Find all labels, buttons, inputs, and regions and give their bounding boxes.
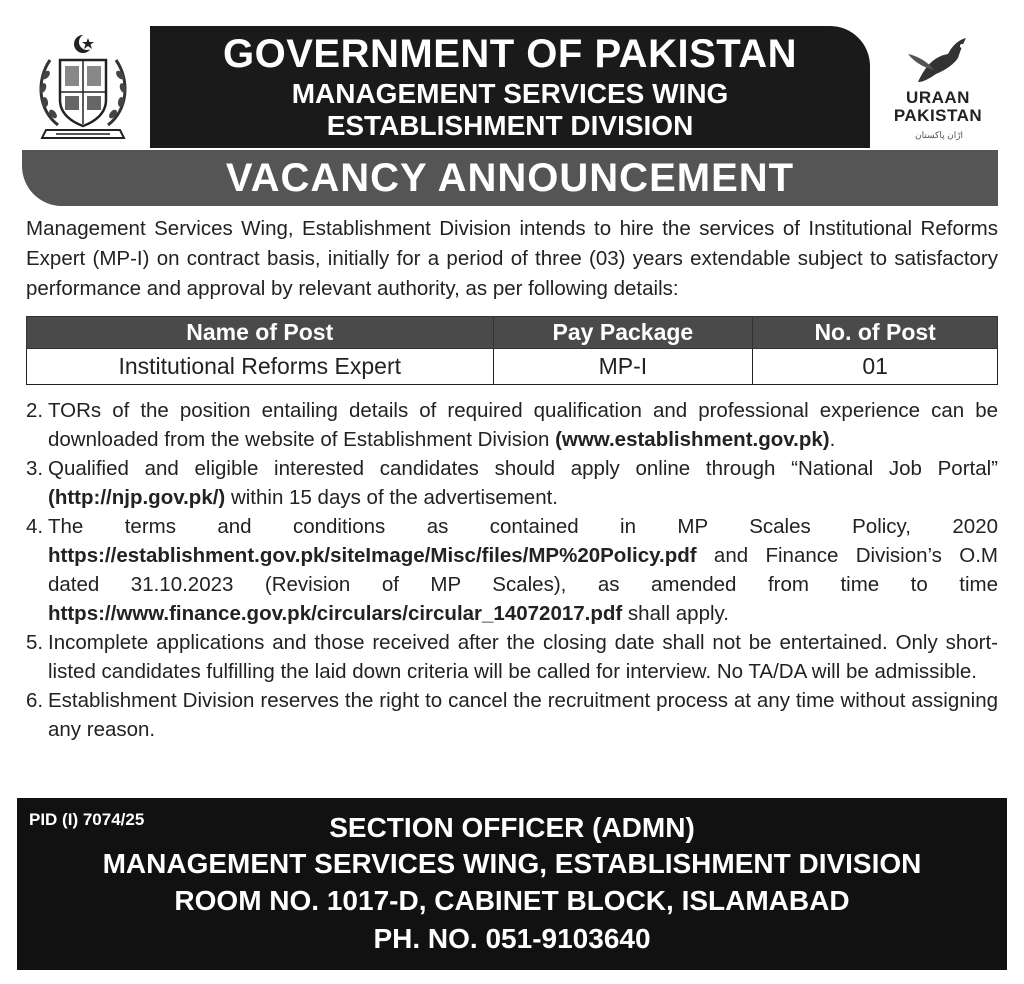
cell-post-name: Institutional Reforms Expert xyxy=(27,349,494,385)
col-header-pay: Pay Package xyxy=(493,317,753,349)
vacancy-banner-title: VACANCY ANNOUNCEMENT xyxy=(225,155,795,200)
footer-address: ROOM NO. 1017-D, CABINET BLOCK, ISLAMABAD xyxy=(174,885,850,916)
pid-number: PID (I) 7074/25 xyxy=(29,810,145,829)
point-number: 6. xyxy=(26,689,44,712)
point-number: 3. xyxy=(26,457,44,480)
footer-phone: PH. NO. 051-9103640 xyxy=(373,923,651,954)
point-text: Establishment Division reserves the right to cancel the recruitment process at any time without assigning any reason. xyxy=(48,689,998,741)
list-item xyxy=(26,628,998,686)
list-item xyxy=(26,686,998,744)
uraan-title-line1: URAAN xyxy=(906,88,970,107)
intro-paragraph: Management Services Wing, Establishment Division intends to hire the services of Institutional Reforms Expert (MP-I) on contract basis, initially for a period of three (03) years extendable subject to satisfactory performance and approval by relevant authority, as per following details: xyxy=(26,217,998,300)
point-text-part: and Finance Division’s O.M dated 31.10.2023 (Revision of MP Scales), as amended from time to time xyxy=(48,544,998,596)
uraan-tagline: اڑان پاکستان xyxy=(914,130,964,140)
list-item xyxy=(26,512,998,628)
list-item xyxy=(26,454,998,512)
establishment-website-link[interactable]: (www.establishment.gov.pk) xyxy=(555,428,830,451)
point-number: 2. xyxy=(26,399,44,422)
table-header-row xyxy=(27,317,998,349)
table-row xyxy=(27,349,998,385)
col-header-name: Name of Post xyxy=(27,317,494,349)
point-number: 4. xyxy=(26,515,44,538)
post-table xyxy=(26,316,998,385)
point-text: Incomplete applications and those received after the closing date shall not be entertained. Only short-listed candidates fulfilling the laid down criteria will be called for interview. No TA/DA will be admissible. xyxy=(48,631,998,683)
col-header-count: No. of Post xyxy=(753,317,998,349)
point-text-part: The terms and conditions as contained in MP Scales Policy, 2020 xyxy=(48,515,998,538)
footer-contact-block xyxy=(17,798,1007,970)
point-text-part: TORs of the position entailing details of required qualification and professional experience can be downloaded from the website of Establishment Division xyxy=(48,399,998,451)
points-list xyxy=(26,396,998,744)
cell-pay-package: MP-I xyxy=(493,349,753,385)
vacancy-banner xyxy=(22,150,998,206)
header-title-block xyxy=(150,30,870,142)
uraan-title xyxy=(878,89,998,125)
point-text-part: . xyxy=(829,428,836,451)
njp-portal-link[interactable]: (http://njp.gov.pk/) xyxy=(48,486,226,509)
list-item xyxy=(26,396,998,454)
uraan-pakistan-logo xyxy=(878,34,998,154)
falcon-icon xyxy=(878,34,998,90)
point-text xyxy=(48,396,998,454)
point-text xyxy=(48,512,998,628)
footer-lines xyxy=(17,810,1007,958)
point-text-part: within 15 days of the advertisement. xyxy=(225,486,558,509)
point-number: 5. xyxy=(26,631,44,654)
footer-officer: SECTION OFFICER (ADMN) xyxy=(329,812,695,843)
footer-division: MANAGEMENT SERVICES WING, ESTABLISHMENT DIVISION xyxy=(102,848,922,879)
cell-post-count: 01 xyxy=(753,349,998,385)
point-text-part: shall apply. xyxy=(622,602,729,625)
mp-policy-link[interactable]: https://establishment.gov.pk/siteImage/Misc/files/MP%20Policy.pdf xyxy=(48,544,697,567)
finance-circular-link[interactable]: https://www.finance.gov.pk/circulars/circular_14072017.pdf xyxy=(48,602,623,625)
point-text xyxy=(48,454,998,512)
header-wing: MANAGEMENT SERVICES WING xyxy=(291,78,729,109)
uraan-title-line2: PAKISTAN xyxy=(893,106,983,125)
state-emblem-icon xyxy=(28,30,138,142)
point-text-part: Qualified and eligible interested candidates should apply online through “National Job Portal” xyxy=(48,457,998,480)
header-government: GOVERNMENT OF PAKISTAN xyxy=(223,32,797,76)
header-division: ESTABLISHMENT DIVISION xyxy=(326,110,694,141)
